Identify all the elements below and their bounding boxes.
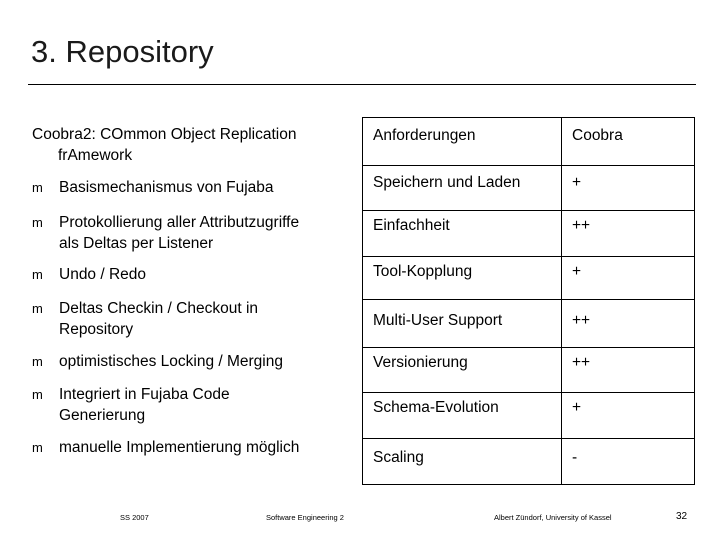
requirement-cell: Schema-Evolution (363, 393, 562, 439)
bullet-icon: m (32, 180, 43, 195)
table-row (363, 257, 695, 300)
table-row (363, 300, 695, 348)
bullet-icon: m (32, 215, 43, 230)
bullet-icon: m (32, 440, 43, 455)
bullet-text-continued: Generierung (59, 407, 146, 424)
bullet-item (32, 212, 362, 254)
table-row (363, 439, 695, 485)
bullet-item (32, 264, 362, 285)
header-coobra: Coobra (562, 118, 695, 166)
bullet-item (32, 384, 362, 426)
footer-semester: SS 2007 (120, 513, 149, 522)
bullet-text-continued: als Deltas per Listener (59, 235, 214, 252)
intro-text (32, 124, 352, 166)
intro-line-1: Coobra2: COmmon Object Replication (32, 126, 297, 143)
bullet-item (32, 437, 362, 458)
footer-author: Albert Zündorf, University of Kassel (494, 513, 612, 522)
bullet-item (32, 298, 362, 340)
bullet-text: Integriert in Fujaba Code (59, 386, 230, 403)
bullet-text-continued: Repository (59, 321, 134, 338)
requirement-cell: Versionierung (363, 348, 562, 393)
table-header-row (363, 118, 695, 166)
rating-cell: ++ (562, 211, 695, 257)
table-row (363, 166, 695, 211)
rating-cell: + (562, 393, 695, 439)
bullet-text: Deltas Checkin / Checkout in (59, 300, 259, 317)
bullet-text: Basismechanismus von Fujaba (59, 179, 274, 196)
title-divider (28, 84, 696, 85)
bullet-item (32, 177, 362, 198)
bullet-icon: m (32, 301, 43, 316)
footer-course: Software Engineering 2 (266, 513, 344, 522)
requirement-cell: Speichern und Laden (363, 166, 562, 211)
bullet-item (32, 351, 362, 372)
rating-cell: ++ (562, 348, 695, 393)
bullet-text: manuelle Implementierung möglich (59, 439, 300, 456)
requirement-cell: Scaling (363, 439, 562, 485)
rating-cell: + (562, 257, 695, 300)
bullet-text: optimistisches Locking / Merging (59, 353, 283, 370)
table-row (363, 211, 695, 257)
header-requirements: Anforderungen (363, 118, 562, 166)
bullet-text: Undo / Redo (59, 266, 147, 283)
requirement-cell: Einfachheit (363, 211, 562, 257)
rating-cell: ++ (562, 300, 695, 348)
requirement-cell: Multi-User Support (363, 300, 562, 348)
bullet-icon: m (32, 354, 43, 369)
bullet-text: Protokollierung aller Attributzugriffe (59, 214, 300, 231)
bullet-icon: m (32, 387, 43, 402)
requirements-table (362, 117, 695, 485)
rating-cell: + (562, 166, 695, 211)
requirement-cell: Tool-Kopplung (363, 257, 562, 300)
slide-title: 3. Repository (31, 34, 214, 69)
bullet-icon: m (32, 267, 43, 282)
rating-cell: - (562, 439, 695, 485)
table-row (363, 348, 695, 393)
page-number: 32 (676, 511, 688, 522)
intro-line-2: frAmework (58, 147, 133, 164)
table-row (363, 393, 695, 439)
